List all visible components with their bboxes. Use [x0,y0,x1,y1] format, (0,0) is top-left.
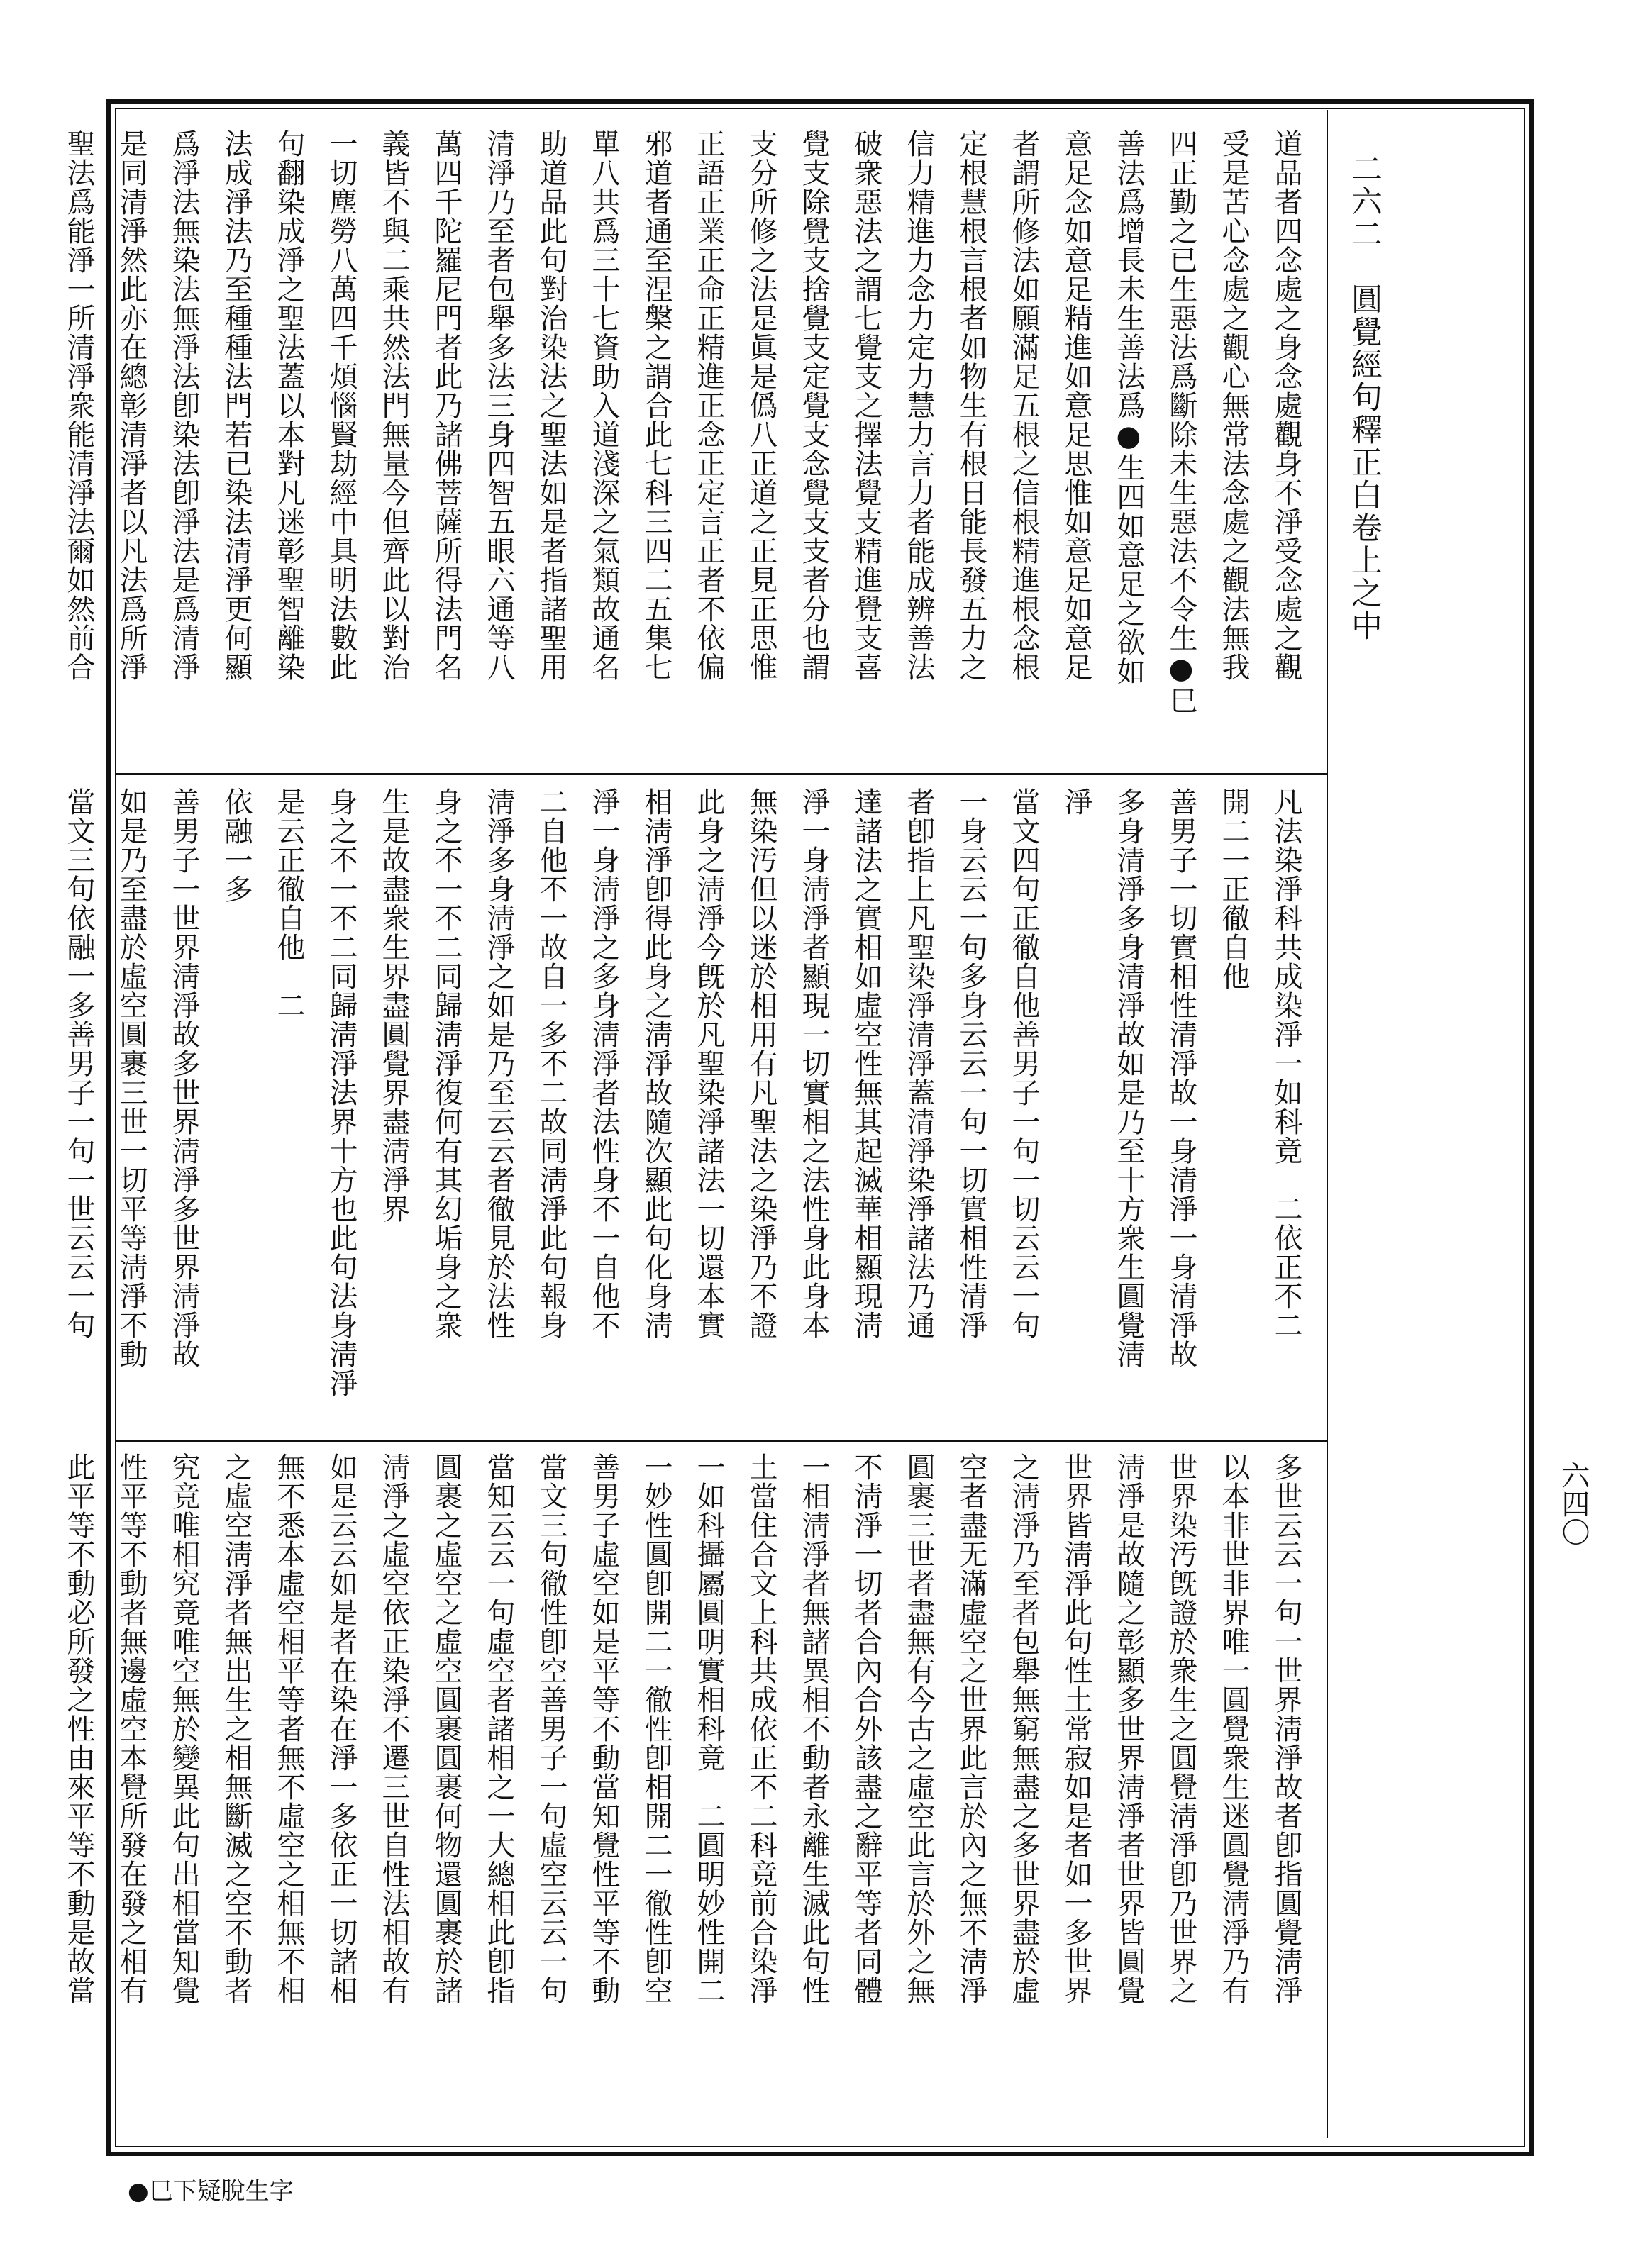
text-column: 凡法染淨科共成染淨一如科竟 二依正不二 [1270,787,1302,1340]
register-middle [62,787,1312,1425]
text-column: 定根慧根言根者如物生有根日能長發五力之 [955,129,987,682]
text-column: 當文四句正徹自他善男子一句一切云云一句 [1007,787,1040,1340]
text-column: 善男子虛空如是平等不動當知覺性平等不動 [587,1452,620,2005]
text-column: 爲淨法無染法無淨法卽染法卽淨法是爲清淨 [167,129,200,682]
page-number: 六四〇 [1557,1461,1590,1546]
text-column: 當知云云一句虛空者諸相之一大總相此卽指 [482,1452,515,2005]
text-column: 生是故盡衆生界盡圓覺界盡淸淨界 [377,787,410,1223]
text-column: 無不悉本虛空相平等者無不虛空之相無不相 [272,1452,305,2005]
register-divider-2 [116,1440,1327,1442]
text-column: 破衆惡法之謂七覺支之擇法覺支精進覺支喜 [850,129,882,682]
text-column: 空者盡无滿虛空之世界此言於內之無不淸淨 [955,1452,987,2005]
text-column: 依融一多 [220,787,253,904]
text-column: 淸淨多身淸淨之如是乃至云云者徹見於法性 [482,787,515,1340]
text-column: 此身之淸淨今旣於凡聖染淨諸法一切還本實 [692,787,725,1340]
text-column: 善男子一切實相性清淨故一身清淨一身清淨故 [1165,787,1197,1369]
text-column: 二自他不一故自一多不二故同淸淨此句報身 [535,787,567,1340]
text-column: 淨一身淸淨之多身淸淨者法性身不一自他不 [587,787,620,1340]
footnote: ●巳下疑脫生字 [128,2177,294,2206]
text-column: 覺支除覺支捨覺支定覺支念覺支支者分也謂 [797,129,830,682]
text-column: 一切塵勞八萬四千煩惱賢劫經中具明法數此 [325,129,358,682]
register-divider-1 [116,773,1327,775]
text-column: 意足念如意足精進如意足思惟如意足如意足 [1060,129,1092,682]
text-column: 淨 [1060,787,1092,816]
text-column: 淨一身淸淨者顯現一切實相之法性身此身本 [797,787,830,1340]
text-column: 圓裹之虛空之虛空圓裹圓裹何物還圓裹於諸 [430,1452,463,2005]
text-column: 法成淨法乃至種種法門若已染法清淨更何顯 [220,129,253,682]
register-middle-text [62,787,1312,1425]
register-bottom [62,1452,1312,2140]
running-title: 二六二 圓覺經句釋正白卷上之中 [1346,152,1382,642]
text-column: 正語正業正命正精進正念正定言正者不依偏 [692,129,725,682]
text-column: 土當住合文上科共成依正不二科竟前合染淨 [745,1452,777,2005]
text-column: 善男子一世界淸淨故多世界淸淨多世界淸淨故 [167,787,200,1369]
text-column: 一如科攝屬圓明實相科竟 二圓明妙性開二 [692,1452,725,2005]
text-column: 義皆不與二乘共然法門無量今但齊此以對治 [377,129,410,682]
text-column: 性平等不動者無邊虛空本覺所發在發之相有 [115,1452,148,2005]
text-column: 支分所修之法是眞是僞八正道之正見正思惟 [745,129,777,682]
text-column: 清淨乃至者包舉多法三身四智五眼六通等八 [482,129,515,682]
text-column: 一妙性圓卽開二一徹性卽相開二一徹性卽空 [640,1452,672,2005]
text-column: 當文三句依融一多善男子一句一世云云一句 [62,787,95,1340]
text-column: 助道品此句對治染法之聖法如是者指諸聖用 [535,129,567,682]
text-column: 聖法爲能淨一所清淨衆能清淨法爾如然前合 [62,129,95,682]
text-column: 之虛空淸淨者無出生之相無斷滅之空不動者 [220,1452,253,2005]
text-column: 邪道者通至涅槃之謂合此七科三四二五集七 [640,129,672,682]
register-top-text [62,129,1312,760]
text-column: 信力精進力念力定力慧力言力者能成辨善法 [902,129,935,682]
text-column: 當文三句徹性卽空善男子一句虛空云云一句 [535,1452,567,2005]
text-column: 不淸淨一切者合內合外該盡之辭平等者同體 [850,1452,882,2005]
text-column: 受是苦心念處之觀心無常法念處之觀法無我 [1217,129,1250,682]
text-column: 身之不一不二同歸淸淨復何有其幻垢身之衆 [430,787,463,1340]
text-column: 一相淸淨者無諸異相不動者永離生滅此句性 [797,1452,830,2005]
text-column: 開二一正徹自他 [1217,787,1250,991]
text-column: 者卽指上凡聖染淨清淨蓋清淨染淨諸法乃通 [902,787,935,1340]
text-column: 淸淨之虛空依正染淨不遷三世自性法相故有 [377,1452,410,2005]
text-column: 淸淨是故隨之彰顯多世界淸淨者世界皆圓覺 [1112,1452,1145,2005]
text-column: 多世云云一句一世界淸淨故者卽指圓覺淸淨 [1270,1452,1302,2005]
text-column: 四正勤之已生惡法爲斷除未生惡法不令生●巳 [1165,129,1197,715]
text-column: 道品者四念處之身念處觀身不淨受念處之觀 [1270,129,1302,682]
text-column: 單八共爲三十七資助入道淺深之氣類故通名 [587,129,620,682]
text-column: 多身清淨多身清淨故如是乃至十方衆生圓覺淸 [1112,787,1145,1369]
running-header-column [1327,110,1399,2138]
text-column: 句翻染成淨之聖法蓋以本對凡迷彰聖智離染 [272,129,305,682]
text-column: 者謂所修法如願滿足五根之信根精進根念根 [1007,129,1040,682]
text-column: 無染汚但以迷於相用有凡聖法之染淨乃不證 [745,787,777,1340]
text-column: 以本非世非界唯一圓覺衆生迷圓覺淸淨乃有 [1217,1452,1250,2005]
text-column: 如是云云如是者在染在淨一多依正一切諸相 [325,1452,358,2005]
text-column: 世界染汚旣證於衆生之圓覺淸淨卽乃世界之 [1165,1452,1197,2005]
text-column: 如是乃至盡於虛空圓裹三世一切平等淸淨不動 [115,787,148,1369]
text-column: 身之不一不二同歸淸淨法界十方也此句法身淸淨是云正徹自他 二 [272,787,358,1398]
text-column: 一身云云一句多身云云一句一切實相性清淨 [955,787,987,1340]
text-column: 之淸淨乃至者包舉無窮無盡之多世界盡於虛 [1007,1452,1040,2005]
register-bottom-text [62,1452,1312,2140]
register-top [62,129,1312,760]
text-column: 萬四千陀羅尼門者此乃諸佛菩薩所得法門名 [430,129,463,682]
text-column: 究竟唯相究竟唯空無於變異此句出相當知覺 [167,1452,200,2005]
text-column: 善法爲增長未生善法爲●生四如意足之欲如 [1112,129,1145,686]
text-column: 相淸淨卽得此身之淸淨故隨次顯此句化身淸 [640,787,672,1340]
text-column: 圓裹三世者盡無有今古之虛空此言於外之無 [902,1452,935,2005]
text-column: 達諸法之實相如虛空性無其起滅華相顯現淸 [850,787,882,1340]
text-column: 世界皆淸淨此句性土常寂如是者如一多世界 [1060,1452,1092,2005]
text-column: 此平等不動必所發之性由來平等不動是故當 [62,1452,95,2005]
text-column: 是同清淨然此亦在總彰清淨者以凡法爲所淨 [115,129,148,682]
